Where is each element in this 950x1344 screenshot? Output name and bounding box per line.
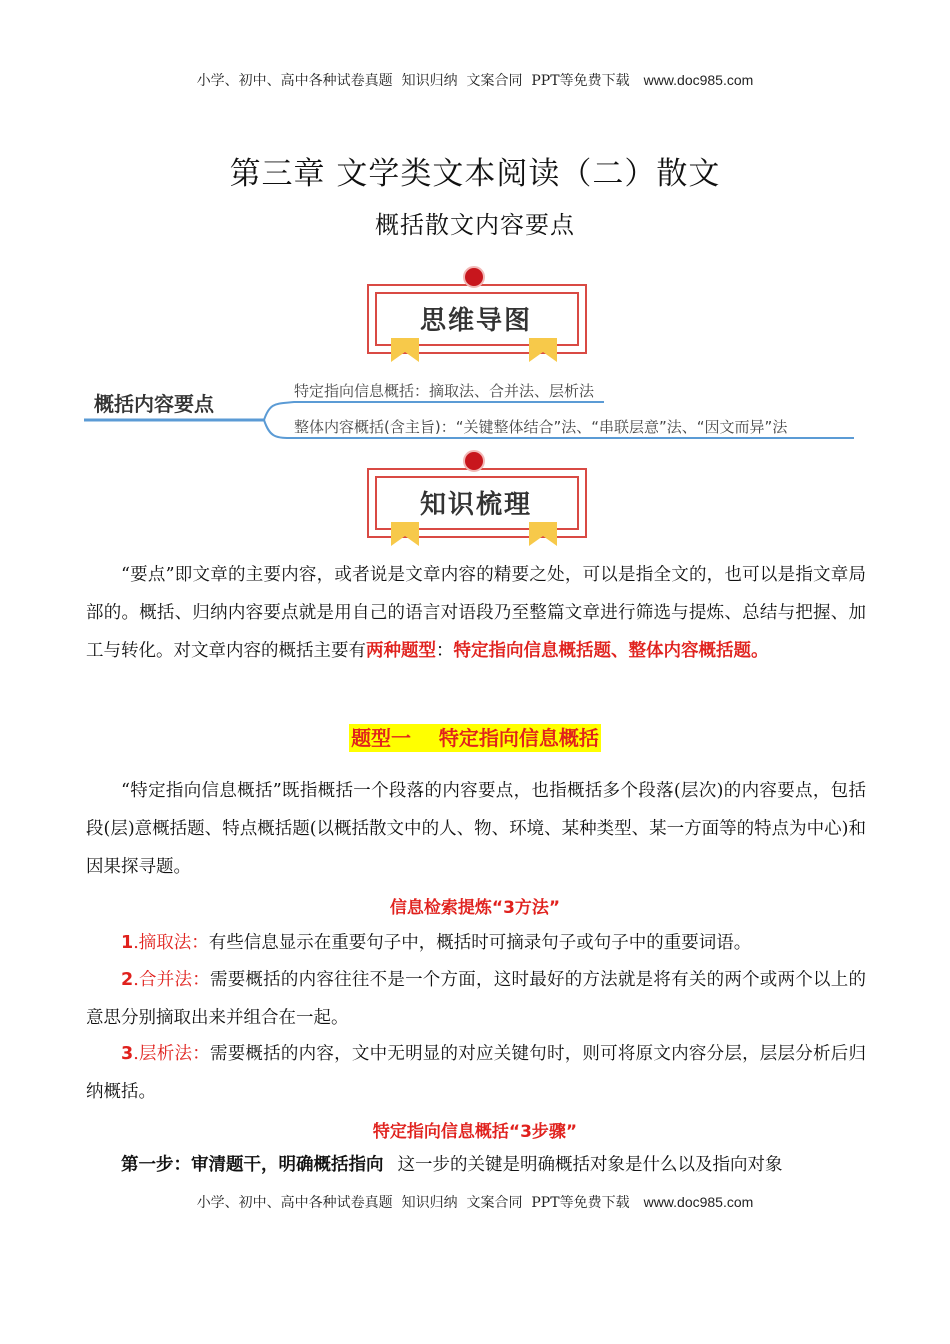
footer-text: 小学、初中、高中各种试卷真题 知识归纳 文案合同 PPT等免费下载 <box>196 1195 630 1211</box>
ribbon-right-icon <box>529 522 557 548</box>
method-dot: . <box>133 933 139 953</box>
mindmap <box>84 372 864 444</box>
method-text: 需要概括的内容往往不是一个方面，这时最好的方法就是将有关的两个或两个以上的意思分别摘取出来并组合在一起。 <box>86 970 866 1028</box>
mindmap-branch-2: 整体内容概括(含主旨)：“关键整体结合”法、“串联层意”法、“因文而异”法 <box>294 418 788 436</box>
intro-colon: ： <box>436 641 454 661</box>
chapter-subtitle: 概括散文内容要点 <box>375 211 575 239</box>
method-text: 需要概括的内容，文中无明显的对应关键句时，则可将原文内容分层，层层分析后归纳概括。 <box>86 1044 866 1102</box>
method-number: 1 <box>121 933 134 953</box>
intro-text: “要点”即文章的主要内容，或者说是文章内容的精要之处，可以是指全文的，也可以是指文章局部的。概括、归纳内容要点就是用自己的语言对语段乃至整篇文章进行筛选与提炼、总结与把握、加工与转化。对文章内容的概括主要有 <box>86 565 866 661</box>
ribbon-left-icon <box>391 522 419 548</box>
page-header <box>0 70 950 90</box>
method-item <box>86 1035 866 1111</box>
chapter-title: 第三章 文学类文本阅读（二）散文 <box>229 156 721 192</box>
method-label: 层析法： <box>138 1044 210 1064</box>
section-paragraph: “特定指向信息概括”既指概括一个段落的内容要点，也指概括多个段落(层次)的内容要点，包括段(层)意概括题、特点概括题(以概括散文中的人、物、环境、某种类型、某一方面等的特点为中心)和因果探寻题。 <box>86 781 866 877</box>
footer-url[interactable]: www.doc985.com <box>643 1194 754 1210</box>
method-item <box>86 961 866 1037</box>
intro-highlight-list: 特定指向信息概括题、整体内容概括题。 <box>453 641 769 661</box>
method-dot: . <box>133 970 139 990</box>
mindmap-root: 概括内容要点 <box>94 392 214 416</box>
method-text: 有些信息显示在重要句子中，概括时可摘录句子或句子中的重要词语。 <box>208 933 752 953</box>
page-footer <box>0 1192 950 1212</box>
method-number: 2 <box>121 970 134 990</box>
method-label: 合并法： <box>138 970 210 990</box>
section-title: 题型一 特定指向信息概括 <box>351 726 599 750</box>
ribbon-left-icon <box>391 338 419 364</box>
methods-heading: 信息检索提炼“3方法” <box>389 898 561 918</box>
step-1-text: 这一步的关键是明确概括对象是什么以及指向对象 <box>397 1155 783 1175</box>
header-text: 小学、初中、高中各种试卷真题 知识归纳 文案合同 PPT等免费下载 <box>196 73 630 89</box>
knowledge-banner <box>367 450 585 550</box>
method-label: 摘取法： <box>138 933 209 953</box>
banner-title: 思维导图 <box>419 306 532 336</box>
steps-heading: 特定指向信息概括“3步骤” <box>372 1122 578 1142</box>
intro-highlight-types: 两种题型 <box>366 641 436 661</box>
banner-title: 知识梳理 <box>419 490 532 520</box>
ribbon-right-icon <box>529 338 557 364</box>
step-1 <box>86 1146 866 1184</box>
banner-pin-icon <box>463 266 485 288</box>
section-heading <box>0 722 950 751</box>
step-1-label: 第一步：审清题干，明确概括指向 <box>121 1155 384 1175</box>
mindmap-branch-1: 特定指向信息概括：摘取法、合并法、层析法 <box>294 382 595 400</box>
mindmap-banner <box>367 266 585 366</box>
method-item <box>86 924 866 962</box>
intro-paragraph <box>86 556 866 670</box>
header-url[interactable]: www.doc985.com <box>643 72 754 88</box>
method-number: 3 <box>121 1044 134 1064</box>
banner-pin-icon <box>463 450 485 472</box>
method-dot: . <box>133 1044 139 1064</box>
